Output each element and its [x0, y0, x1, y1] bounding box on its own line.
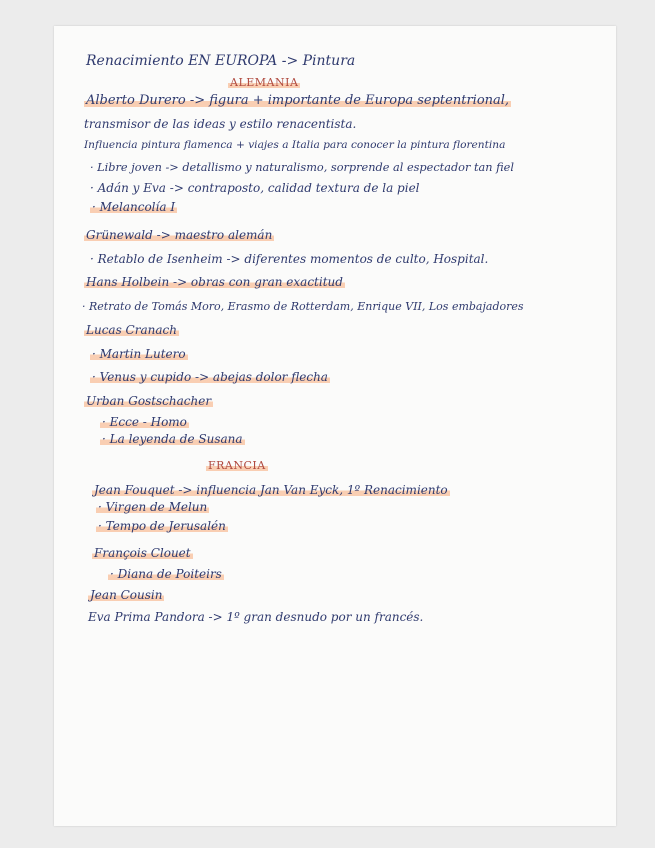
note-text: · Martin Lutero — [92, 347, 186, 361]
note-line: · Retablo de Isenheim -> diferentes momentos de culto, Hospital. — [90, 252, 489, 266]
note-text: · Melancolía I — [92, 200, 176, 214]
note-text: François Clouet — [94, 546, 191, 560]
note-line — [84, 324, 179, 336]
note-line — [92, 547, 193, 559]
note-text: Jean Fouquet -> influencia Jan Van Eyck, 1º Renacimiento — [94, 483, 448, 497]
note-line — [84, 94, 511, 107]
note-line: · Adán y Eva -> contraposto, calidad textura de la piel — [90, 181, 420, 195]
note-text: Grünewald -> maestro alemán — [86, 228, 273, 242]
note-line — [108, 568, 224, 580]
note-line — [90, 201, 177, 213]
note-line: Influencia pintura flamenca + viajes a Italia para conocer la pintura florentina — [84, 139, 506, 151]
note-text: · Virgen de Melun — [98, 500, 208, 514]
note-line — [90, 348, 188, 360]
page-title: Renacimiento EN EUROPA -> Pintura — [86, 53, 356, 69]
note-line: · Libre joven -> detallismo y naturalismo, sorprende al espectador tan fiel — [90, 161, 514, 174]
note-text: Urban Gostschacher — [86, 394, 212, 408]
note-text: · Tempo de Jerusalén — [98, 519, 226, 533]
note-line — [84, 395, 213, 407]
note-line — [88, 589, 164, 601]
note-line: · Retrato de Tomás Moro, Erasmo de Rotterdam, Enrique VII, Los embajadores — [82, 300, 524, 313]
note-line — [96, 520, 228, 532]
note-line — [90, 371, 330, 383]
section-heading-francia — [206, 460, 268, 471]
note-text: Jean Cousin — [90, 588, 163, 602]
note-line — [96, 501, 209, 513]
note-text: · Diana de Poiteirs — [110, 567, 222, 581]
note-text: · Venus y cupido -> abejas dolor flecha — [92, 370, 328, 384]
note-line — [100, 416, 189, 428]
section-heading-alemania — [228, 77, 300, 88]
note-text: Hans Holbein -> obras con gran exactitud — [86, 275, 343, 289]
note-line — [92, 484, 450, 496]
section-label: FRANCIA — [208, 459, 266, 472]
note-text: · Ecce - Homo — [102, 415, 187, 429]
note-text: Lucas Cranach — [86, 323, 177, 337]
note-text: Alberto Durero -> figura + importante de Europa septentrional, — [86, 93, 510, 108]
section-label: ALEMANIA — [230, 76, 299, 89]
note-line — [84, 276, 345, 288]
note-line: transmisor de las ideas y estilo renacentista. — [84, 117, 357, 131]
note-line — [84, 229, 274, 241]
note-line: Eva Prima Pandora -> 1º gran desnudo por un francés. — [88, 610, 424, 624]
note-text: · La leyenda de Susana — [102, 432, 243, 446]
note-line — [100, 433, 245, 445]
